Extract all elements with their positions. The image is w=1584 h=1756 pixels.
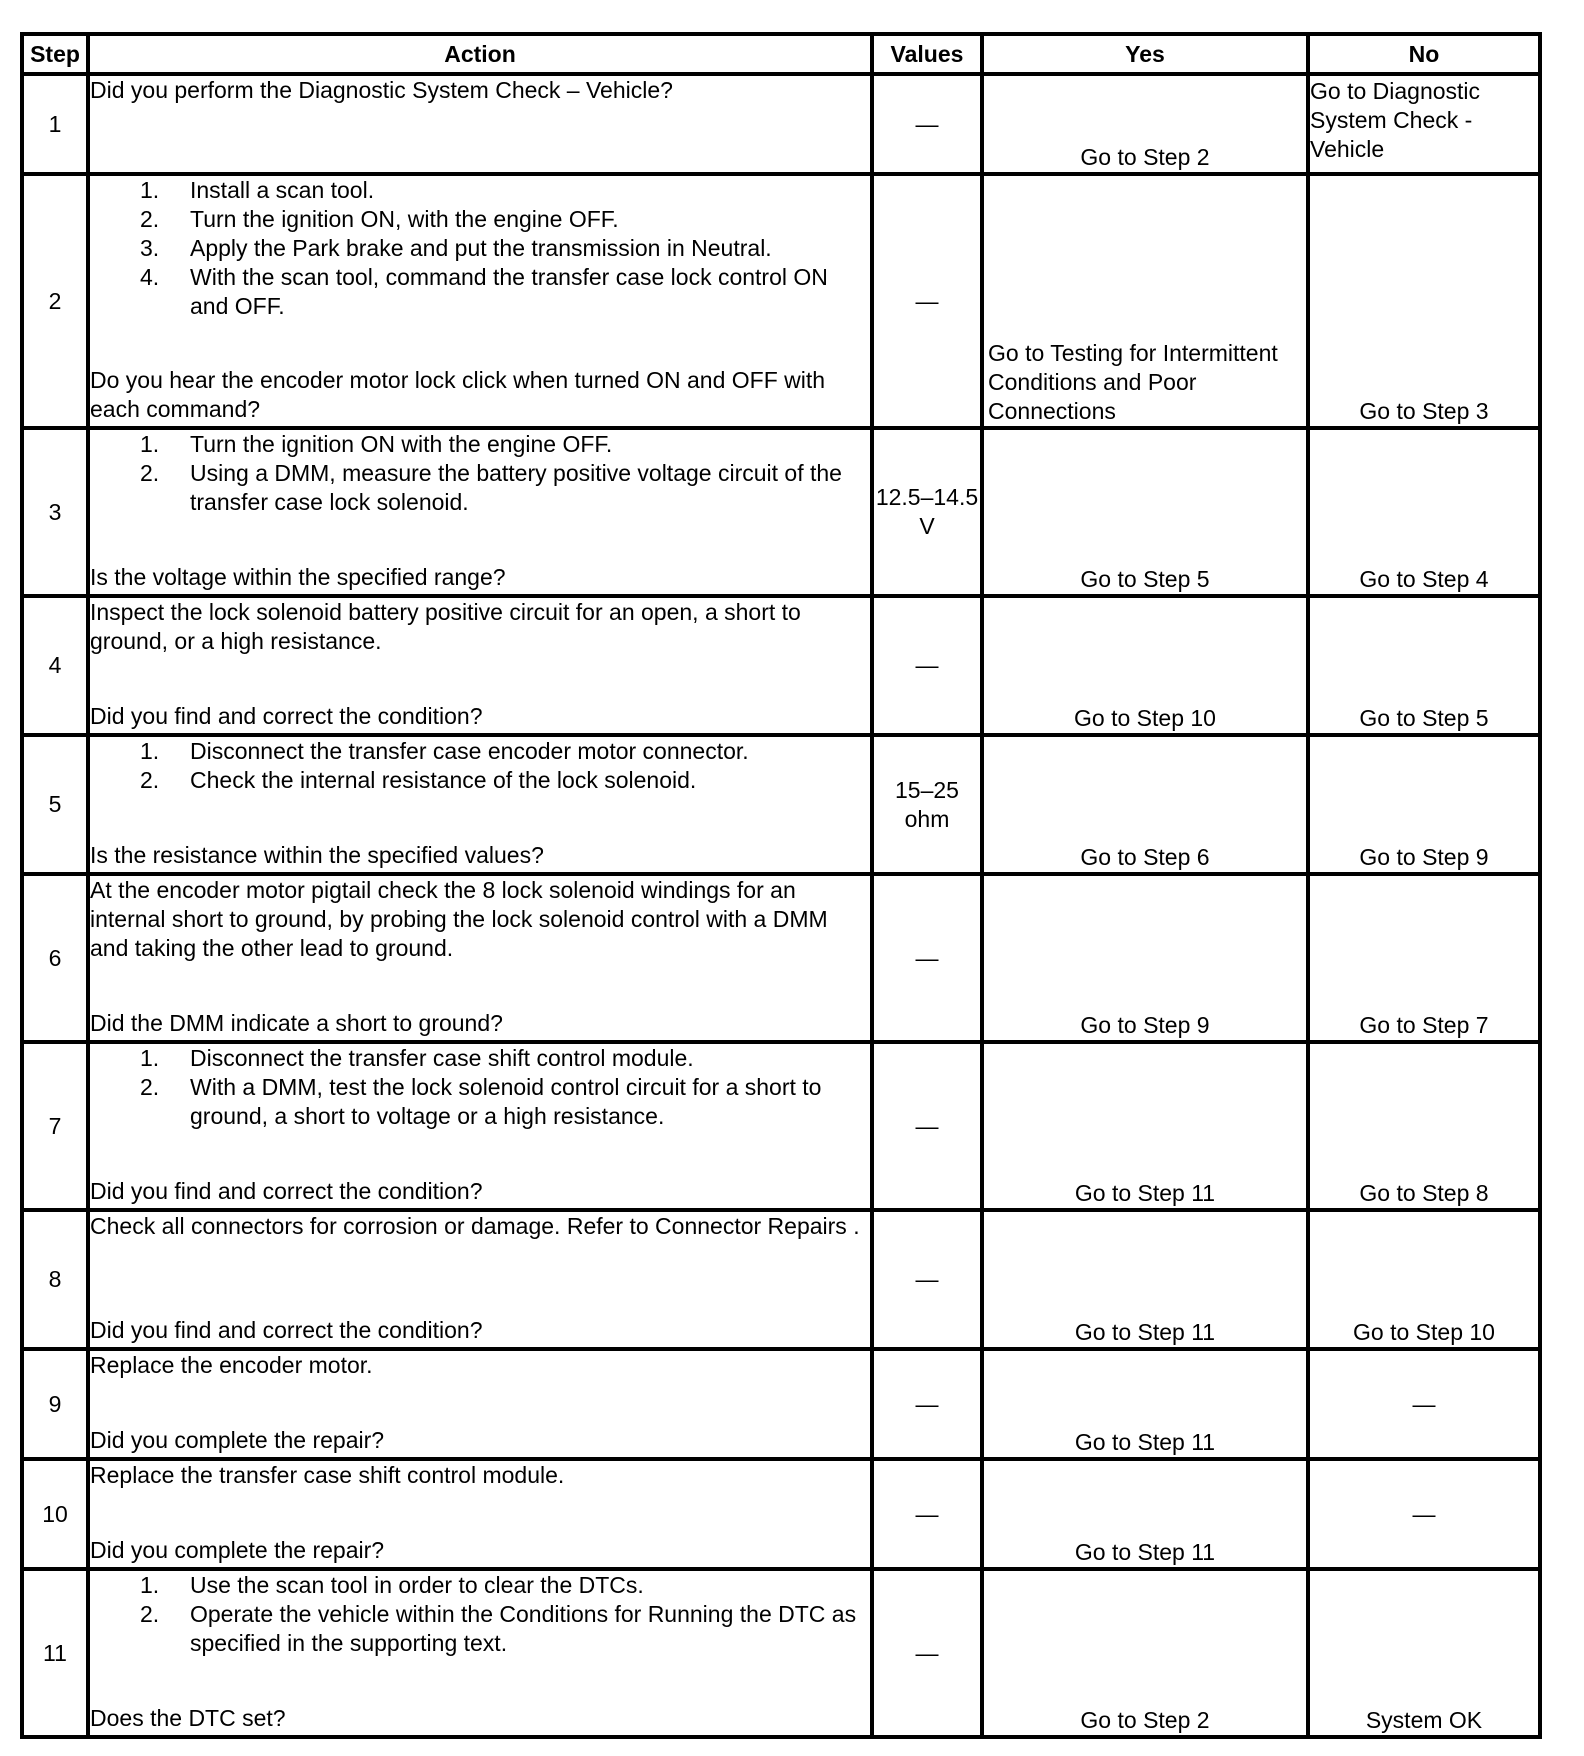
yes-cell: Go to Step 9 xyxy=(982,874,1308,1042)
action-cell xyxy=(88,1459,872,1569)
action-cell xyxy=(88,74,872,174)
yes-cell: Go to Step 6 xyxy=(982,735,1308,874)
value-cell: — xyxy=(872,174,982,428)
action-step: Turn the ignition ON with the engine OFF. xyxy=(190,431,613,457)
action-question: Did you complete the repair? xyxy=(90,1537,385,1563)
no-cell: System OK xyxy=(1308,1569,1540,1737)
step-number: 4 xyxy=(22,596,88,735)
action-step: With a DMM, test the lock solenoid control circuit for a short to ground, a short to voltage or a high resistance. xyxy=(190,1074,822,1129)
yes-cell: Go to Step 2 xyxy=(982,1569,1308,1737)
action-cell xyxy=(88,1349,872,1459)
value-cell: — xyxy=(872,74,982,174)
no-cell: Go to Step 8 xyxy=(1308,1042,1540,1210)
step-number: 2 xyxy=(22,174,88,428)
table-row xyxy=(22,428,1540,596)
header-no: No xyxy=(1308,34,1540,74)
no-cell: Go to Step 7 xyxy=(1308,874,1540,1042)
action-text: Replace the encoder motor. xyxy=(90,1352,373,1378)
action-step: Check the internal resistance of the lock solenoid. xyxy=(190,767,697,793)
action-cell xyxy=(88,174,872,428)
action-cell xyxy=(88,1210,872,1349)
action-question: Did you complete the repair? xyxy=(90,1427,385,1453)
yes-cell: Go to Step 11 xyxy=(982,1042,1308,1210)
step-number: 9 xyxy=(22,1349,88,1459)
yes-cell: Go to Step 10 xyxy=(982,596,1308,735)
value-cell: — xyxy=(872,1569,982,1737)
value-cell: 15–25 ohm xyxy=(872,735,982,874)
action-text: Inspect the lock solenoid battery positive circuit for an open, a short to ground, or a high resistance. xyxy=(90,599,801,654)
value-cell: — xyxy=(872,596,982,735)
yes-cell: Go to Step 11 xyxy=(982,1349,1308,1459)
header-row xyxy=(22,34,1540,74)
table-row xyxy=(22,174,1540,428)
table-row xyxy=(22,596,1540,735)
action-step: Turn the ignition ON, with the engine OFF. xyxy=(190,206,619,232)
value-cell: — xyxy=(872,1210,982,1349)
value-cell: 12.5–14.5 V xyxy=(872,428,982,596)
value-cell: — xyxy=(872,1459,982,1569)
yes-cell: Go to Step 5 xyxy=(982,428,1308,596)
action-text: Did you perform the Diagnostic System Check – Vehicle? xyxy=(90,77,673,103)
action-step: Install a scan tool. xyxy=(190,177,375,203)
action-step: Operate the vehicle within the Conditions for Running the DTC as specified in the supporting text. xyxy=(190,1601,857,1656)
no-cell: Go to Step 3 xyxy=(1308,174,1540,428)
action-question: Did you find and correct the condition? xyxy=(90,1178,483,1204)
table-row xyxy=(22,1210,1540,1349)
action-text: Replace the transfer case shift control module. xyxy=(90,1462,565,1488)
action-steps xyxy=(90,1571,870,1658)
no-cell: — xyxy=(1308,1459,1540,1569)
table-row xyxy=(22,1349,1540,1459)
action-cell xyxy=(88,874,872,1042)
action-steps xyxy=(90,737,870,795)
action-cell xyxy=(88,596,872,735)
table-row xyxy=(22,1459,1540,1569)
action-cell xyxy=(88,428,872,596)
action-question: Did the DMM indicate a short to ground? xyxy=(90,1010,503,1036)
step-number: 6 xyxy=(22,874,88,1042)
no-cell: Go to Step 9 xyxy=(1308,735,1540,874)
action-steps xyxy=(90,1044,870,1131)
step-number: 5 xyxy=(22,735,88,874)
step-number: 3 xyxy=(22,428,88,596)
action-steps xyxy=(90,176,870,321)
action-cell xyxy=(88,735,872,874)
table-row xyxy=(22,1042,1540,1210)
table-row xyxy=(22,74,1540,174)
yes-cell: Go to Testing for Intermittent Conditions and Poor Connections xyxy=(982,174,1308,428)
action-question: Is the resistance within the specified values? xyxy=(90,842,544,868)
no-cell: Go to Step 4 xyxy=(1308,428,1540,596)
value-cell: — xyxy=(872,874,982,1042)
diagnostic-table xyxy=(20,32,1542,1739)
value-cell: — xyxy=(872,1349,982,1459)
action-step: Disconnect the transfer case shift control module. xyxy=(190,1045,694,1071)
action-step: Using a DMM, measure the battery positive voltage circuit of the transfer case lock solenoid. xyxy=(190,460,842,515)
table-row xyxy=(22,735,1540,874)
action-step: Disconnect the transfer case encoder motor connector. xyxy=(190,738,749,764)
action-question: Is the voltage within the specified range? xyxy=(90,564,506,590)
action-question: Does the DTC set? xyxy=(90,1705,286,1731)
no-cell: — xyxy=(1308,1349,1540,1459)
action-step: Apply the Park brake and put the transmission in Neutral. xyxy=(190,235,772,261)
action-question: Did you find and correct the condition? xyxy=(90,703,483,729)
action-step: With the scan tool, command the transfer case lock control ON and OFF. xyxy=(190,264,828,319)
step-number: 10 xyxy=(22,1459,88,1569)
header-action: Action xyxy=(88,34,872,74)
action-cell xyxy=(88,1042,872,1210)
yes-cell: Go to Step 11 xyxy=(982,1459,1308,1569)
action-question: Did you find and correct the condition? xyxy=(90,1317,483,1343)
action-question: Do you hear the encoder motor lock click when turned ON and OFF with each command? xyxy=(90,367,826,422)
step-number: 11 xyxy=(22,1569,88,1737)
table-row xyxy=(22,1569,1540,1737)
no-cell: Go to Diagnostic System Check - Vehicle xyxy=(1308,74,1540,174)
value-cell: — xyxy=(872,1042,982,1210)
header-yes: Yes xyxy=(982,34,1308,74)
no-cell: Go to Step 10 xyxy=(1308,1210,1540,1349)
action-cell xyxy=(88,1569,872,1737)
yes-cell: Go to Step 11 xyxy=(982,1210,1308,1349)
step-number: 1 xyxy=(22,74,88,174)
action-step: Use the scan tool in order to clear the DTCs. xyxy=(190,1572,644,1598)
header-step: Step xyxy=(22,34,88,74)
action-steps xyxy=(90,430,870,517)
action-text: Check all connectors for corrosion or damage. Refer to Connector Repairs . xyxy=(90,1213,860,1239)
action-text: At the encoder motor pigtail check the 8 lock solenoid windings for an internal short to ground, by probing the lock solenoid control with a DMM and taking the other lead to ground. xyxy=(90,877,828,961)
step-number: 8 xyxy=(22,1210,88,1349)
step-number: 7 xyxy=(22,1042,88,1210)
no-cell: Go to Step 5 xyxy=(1308,596,1540,735)
yes-cell: Go to Step 2 xyxy=(982,74,1308,174)
header-values: Values xyxy=(872,34,982,74)
table-row xyxy=(22,874,1540,1042)
